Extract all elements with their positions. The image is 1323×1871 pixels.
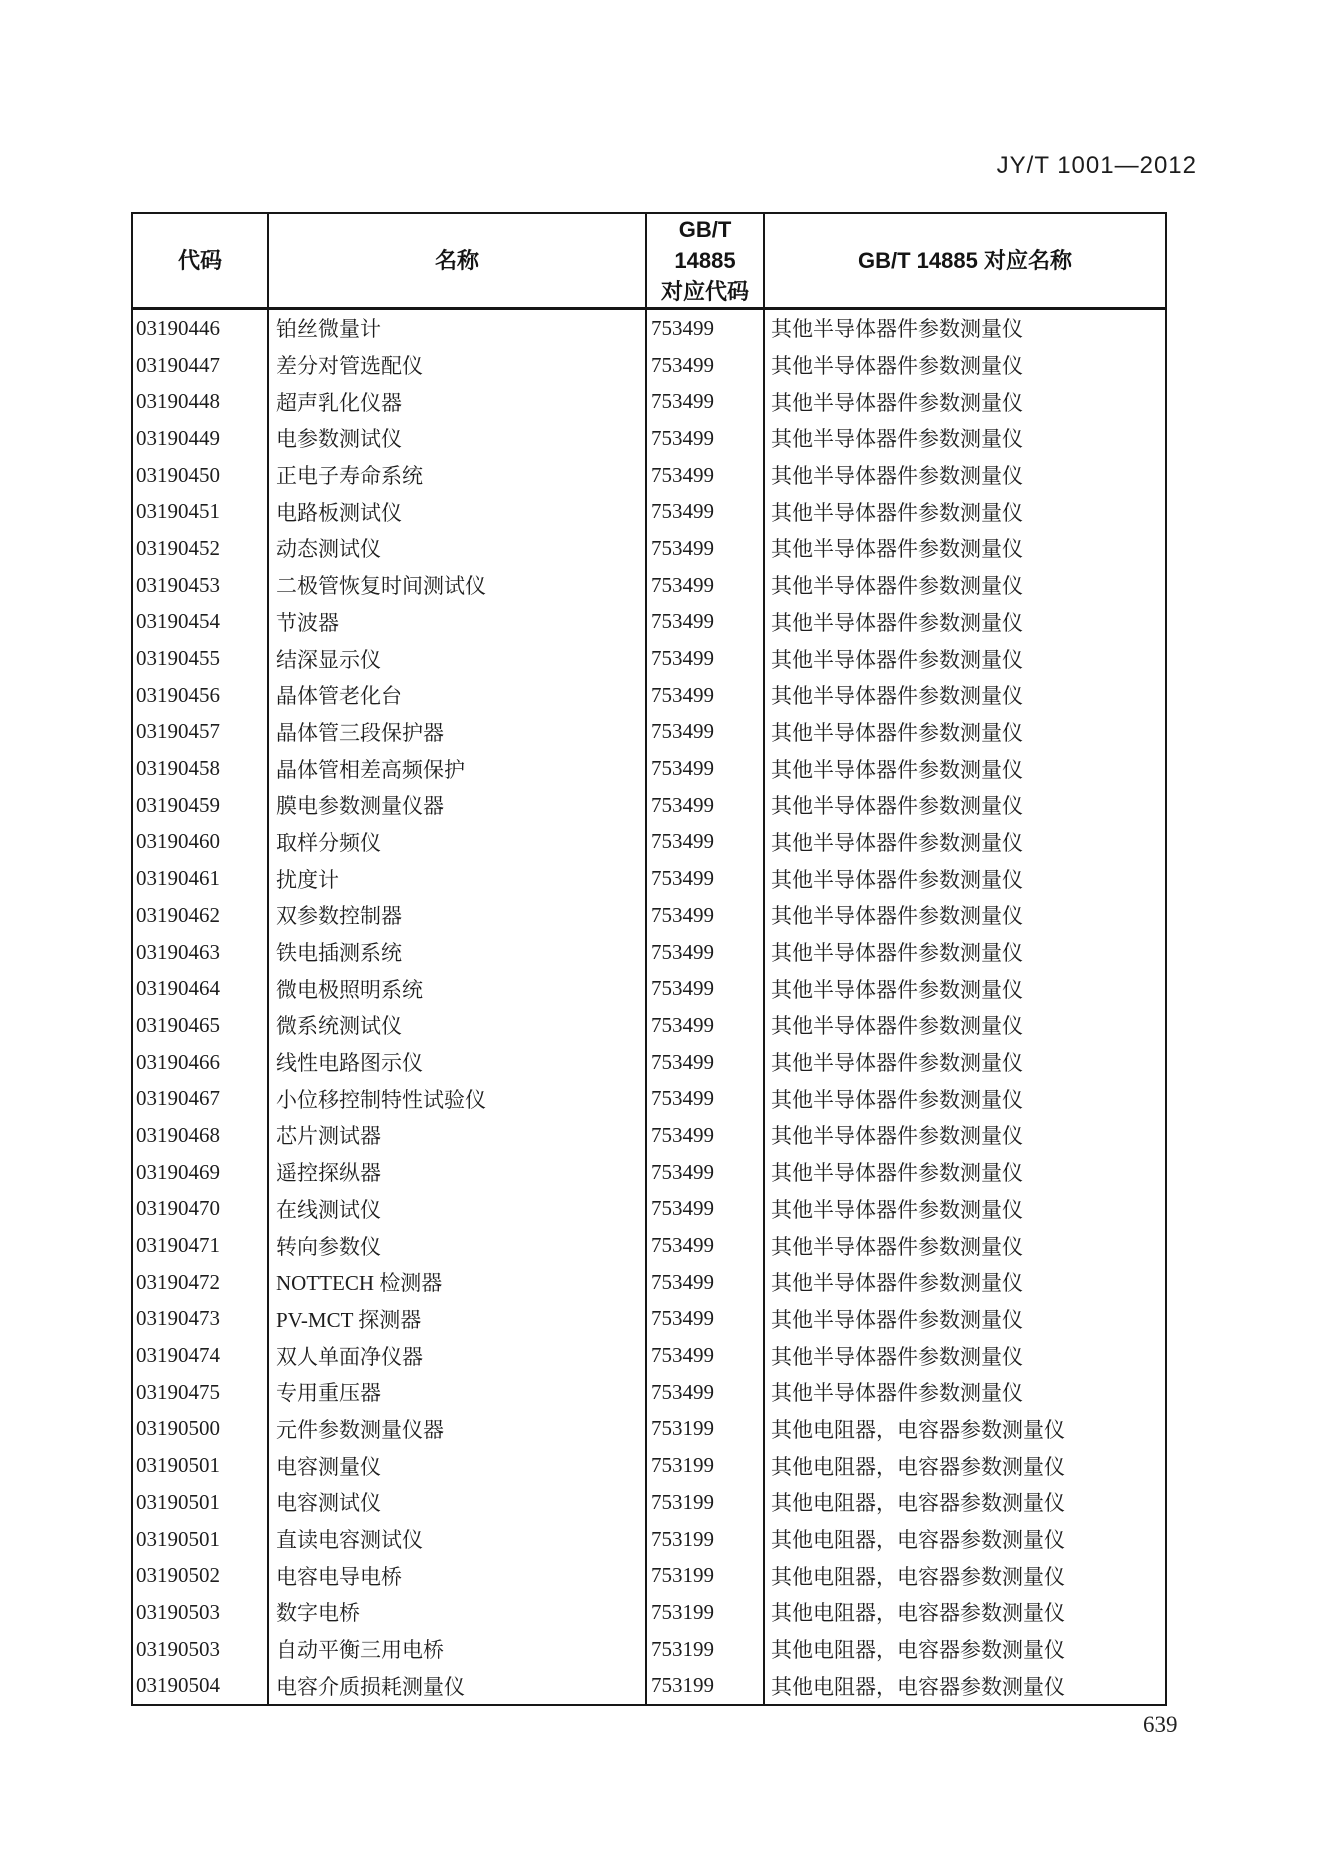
cell-gb-code: 753499 [646,934,764,971]
table-row [132,347,1166,384]
cell-code: 03190472 [136,1269,220,1294]
cell-gb-code: 753499 [646,1227,764,1264]
cell-gb-name: 其他半导体器件参数测量仪 [764,1264,1166,1301]
cell-gb-name: 其他半导体器件参数测量仪 [764,1117,1166,1154]
cell-gb-code: 753499 [646,1007,764,1044]
cell-gb-name: 其他半导体器件参数测量仪 [764,309,1166,347]
cell-code: 03190501 [136,1489,220,1514]
cell-gb-name: 其他半导体器件参数测量仪 [764,1191,1166,1228]
cell-gb-code: 753499 [646,750,764,787]
cell-name: 线性电路图示仪 [268,1044,646,1081]
cell-code: 03190464 [136,976,220,1001]
cell-code: 03190457 [136,719,220,744]
cell-code: 03190454 [136,609,220,634]
cell-gb-name: 其他电阻器，电容器参数测量仪 [764,1594,1166,1631]
cell-gb-name: 其他电阻器，电容器参数测量仪 [764,1484,1166,1521]
table-row [132,1484,1166,1521]
table-row [132,1044,1166,1081]
cell-name: 电参数测试仪 [268,420,646,457]
table-row [132,824,1166,861]
table-row [132,1080,1166,1117]
cell-gb-code: 753199 [646,1484,764,1521]
cell-gb-code: 753499 [646,1044,764,1081]
cell-gb-name: 其他电阻器，电容器参数测量仪 [764,1631,1166,1668]
cell-gb-name: 其他半导体器件参数测量仪 [764,1154,1166,1191]
cell-name: 小位移控制特性试验仪 [268,1080,646,1117]
cell-code: 03190449 [136,425,220,450]
cell-name: 专用重压器 [268,1374,646,1411]
cell-gb-name: 其他半导体器件参数测量仪 [764,640,1166,677]
cell-name: 微电极照明系统 [268,970,646,1007]
cell-gb-name: 其他半导体器件参数测量仪 [764,347,1166,384]
cell-name: NOTTECH 检测器 [268,1264,646,1301]
cell-gb-code: 753199 [646,1631,764,1668]
cell-name: 电容测量仪 [268,1447,646,1484]
cell-name: 膜电参数测量仪器 [268,787,646,824]
cell-gb-name: 其他半导体器件参数测量仪 [764,493,1166,530]
cell-gb-name: 其他半导体器件参数测量仪 [764,934,1166,971]
cell-gb-name: 其他半导体器件参数测量仪 [764,457,1166,494]
cell-gb-code: 753499 [646,309,764,347]
cell-gb-code: 753499 [646,897,764,934]
cell-gb-code: 753199 [646,1557,764,1594]
cell-code: 03190469 [136,1159,220,1184]
cell-gb-name: 其他半导体器件参数测量仪 [764,1007,1166,1044]
cell-name: 结深显示仪 [268,640,646,677]
cell-gb-name: 其他半导体器件参数测量仪 [764,604,1166,641]
cell-name: 双人单面净仪器 [268,1337,646,1374]
table-row [132,677,1166,714]
cell-name: 电容电导电桥 [268,1557,646,1594]
cell-gb-code: 753499 [646,604,764,641]
cell-gb-code: 753499 [646,347,764,384]
cell-name: 电容介质损耗测量仪 [268,1667,646,1705]
cell-code: 03190446 [136,315,220,340]
table-row [132,530,1166,567]
table-row [132,1117,1166,1154]
cell-gb-code: 753499 [646,383,764,420]
cell-gb-name: 其他电阻器，电容器参数测量仪 [764,1521,1166,1558]
table-row [132,1227,1166,1264]
table-header-row [132,213,1166,309]
cell-name: 铁电插测系统 [268,934,646,971]
cell-code: 03190455 [136,646,220,671]
cell-gb-code: 753499 [646,787,764,824]
cell-gb-name: 其他半导体器件参数测量仪 [764,677,1166,714]
cell-gb-code: 753499 [646,970,764,1007]
table-body [132,309,1166,1706]
table-row [132,604,1166,641]
cell-code: 03190465 [136,1012,220,1037]
header-name: 名称 [268,213,646,309]
table-row [132,1374,1166,1411]
table-row [132,1301,1166,1338]
cell-code: 03190463 [136,939,220,964]
table-row [132,383,1166,420]
table-row [132,640,1166,677]
cell-code: 03190466 [136,1049,220,1074]
cell-name: 芯片测试器 [268,1117,646,1154]
table-row [132,567,1166,604]
cell-gb-code: 753499 [646,1154,764,1191]
code-mapping-table [131,212,1167,1706]
header-gb-code-line1: GB/T 14885 [674,217,736,273]
table-row [132,714,1166,751]
cell-name: 正电子寿命系统 [268,457,646,494]
cell-gb-code: 753499 [646,640,764,677]
cell-code: 03190501 [136,1453,220,1478]
standard-number-header: JY/T 1001—2012 [996,152,1197,179]
cell-gb-code: 753499 [646,530,764,567]
cell-gb-code: 753199 [646,1594,764,1631]
cell-gb-code: 753499 [646,714,764,751]
table-row [132,1411,1166,1448]
cell-gb-code: 753499 [646,1117,764,1154]
cell-code: 03190504 [136,1673,220,1698]
cell-name: 遥控探纵器 [268,1154,646,1191]
table-row [132,309,1166,347]
cell-gb-code: 753499 [646,1264,764,1301]
cell-gb-name: 其他半导体器件参数测量仪 [764,897,1166,934]
cell-name: 动态测试仪 [268,530,646,567]
cell-gb-name: 其他半导体器件参数测量仪 [764,1374,1166,1411]
cell-code: 03190503 [136,1636,220,1661]
cell-code: 03190475 [136,1379,220,1404]
cell-name: 超声乳化仪器 [268,383,646,420]
cell-name: 转向参数仪 [268,1227,646,1264]
table-row [132,860,1166,897]
cell-gb-name: 其他电阻器，电容器参数测量仪 [764,1667,1166,1705]
cell-gb-name: 其他电阻器，电容器参数测量仪 [764,1557,1166,1594]
cell-code: 03190470 [136,1196,220,1221]
header-code: 代码 [132,213,268,309]
cell-name: PV-MCT 探测器 [268,1301,646,1338]
cell-gb-name: 其他半导体器件参数测量仪 [764,824,1166,861]
table-row [132,897,1166,934]
cell-gb-name: 其他半导体器件参数测量仪 [764,787,1166,824]
cell-code: 03190461 [136,866,220,891]
cell-code: 03190460 [136,829,220,854]
cell-code: 03190448 [136,389,220,414]
table-row [132,457,1166,494]
cell-code: 03190501 [136,1526,220,1551]
cell-code: 03190474 [136,1343,220,1368]
cell-gb-code: 753499 [646,1374,764,1411]
cell-gb-name: 其他半导体器件参数测量仪 [764,1227,1166,1264]
cell-gb-code: 753499 [646,1301,764,1338]
cell-gb-code: 753499 [646,420,764,457]
cell-gb-code: 753499 [646,1337,764,1374]
cell-code: 03190473 [136,1306,220,1331]
cell-code: 03190450 [136,462,220,487]
cell-gb-name: 其他半导体器件参数测量仪 [764,420,1166,457]
cell-gb-name: 其他半导体器件参数测量仪 [764,860,1166,897]
cell-gb-code: 753199 [646,1521,764,1558]
table-row [132,1521,1166,1558]
page-number: 639 [1143,1712,1178,1737]
cell-gb-name: 其他电阻器，电容器参数测量仪 [764,1411,1166,1448]
cell-name: 自动平衡三用电桥 [268,1631,646,1668]
cell-name: 扰度计 [268,860,646,897]
cell-name: 晶体管三段保护器 [268,714,646,751]
table-row [132,1447,1166,1484]
cell-code: 03190452 [136,535,220,560]
table-row [132,1264,1166,1301]
table-row [132,787,1166,824]
cell-gb-name: 其他半导体器件参数测量仪 [764,1337,1166,1374]
cell-gb-code: 753499 [646,677,764,714]
cell-gb-name: 其他半导体器件参数测量仪 [764,714,1166,751]
table-row [132,1631,1166,1668]
table-row [132,1667,1166,1705]
cell-gb-code: 753499 [646,1080,764,1117]
cell-gb-name: 其他半导体器件参数测量仪 [764,970,1166,1007]
cell-gb-name: 其他半导体器件参数测量仪 [764,1080,1166,1117]
cell-name: 铂丝微量计 [268,309,646,347]
cell-gb-code: 753499 [646,1191,764,1228]
cell-code: 03190447 [136,352,220,377]
header-gb-code-line2: 对应代码 [660,279,749,304]
cell-name: 取样分频仪 [268,824,646,861]
cell-name: 直读电容测试仪 [268,1521,646,1558]
cell-name: 节波器 [268,604,646,641]
cell-gb-name: 其他半导体器件参数测量仪 [764,567,1166,604]
table-header [132,213,1166,309]
cell-code: 03190462 [136,902,220,927]
cell-name: 微系统测试仪 [268,1007,646,1044]
cell-code: 03190502 [136,1563,220,1588]
table-row [132,420,1166,457]
cell-name: 二极管恢复时间测试仪 [268,567,646,604]
cell-name: 在线测试仪 [268,1191,646,1228]
cell-name: 双参数控制器 [268,897,646,934]
cell-gb-name: 其他半导体器件参数测量仪 [764,383,1166,420]
cell-code: 03190459 [136,792,220,817]
cell-name: 数字电桥 [268,1594,646,1631]
cell-gb-code: 753199 [646,1667,764,1705]
cell-code: 03190503 [136,1599,220,1624]
cell-gb-name: 其他半导体器件参数测量仪 [764,750,1166,787]
cell-name: 差分对管选配仪 [268,347,646,384]
cell-gb-code: 753499 [646,567,764,604]
cell-code: 03190467 [136,1086,220,1111]
cell-gb-code: 753199 [646,1447,764,1484]
cell-code: 03190471 [136,1233,220,1258]
table-row [132,1337,1166,1374]
table-row [132,1007,1166,1044]
cell-name: 电路板测试仪 [268,493,646,530]
cell-gb-name: 其他半导体器件参数测量仪 [764,530,1166,567]
cell-name: 晶体管相差高频保护 [268,750,646,787]
table-row [132,1154,1166,1191]
cell-gb-code: 753499 [646,860,764,897]
table-row [132,1557,1166,1594]
header-gb-code [646,213,764,309]
table-row [132,1594,1166,1631]
cell-gb-code: 753499 [646,824,764,861]
cell-code: 03190453 [136,572,220,597]
table-row [132,750,1166,787]
cell-code: 03190451 [136,499,220,524]
cell-gb-code: 753499 [646,457,764,494]
cell-name: 晶体管老化台 [268,677,646,714]
cell-name: 电容测试仪 [268,1484,646,1521]
table-row [132,934,1166,971]
cell-name: 元件参数测量仪器 [268,1411,646,1448]
table-row [132,1191,1166,1228]
cell-code: 03190468 [136,1122,220,1147]
cell-code: 03190500 [136,1416,220,1441]
cell-gb-name: 其他半导体器件参数测量仪 [764,1301,1166,1338]
table-row [132,493,1166,530]
cell-gb-name: 其他电阻器，电容器参数测量仪 [764,1447,1166,1484]
cell-code: 03190458 [136,756,220,781]
table-row [132,970,1166,1007]
cell-code: 03190456 [136,682,220,707]
cell-gb-code: 753499 [646,493,764,530]
header-gb-name: GB/T 14885 对应名称 [764,213,1166,309]
cell-gb-code: 753199 [646,1411,764,1448]
cell-gb-name: 其他半导体器件参数测量仪 [764,1044,1166,1081]
